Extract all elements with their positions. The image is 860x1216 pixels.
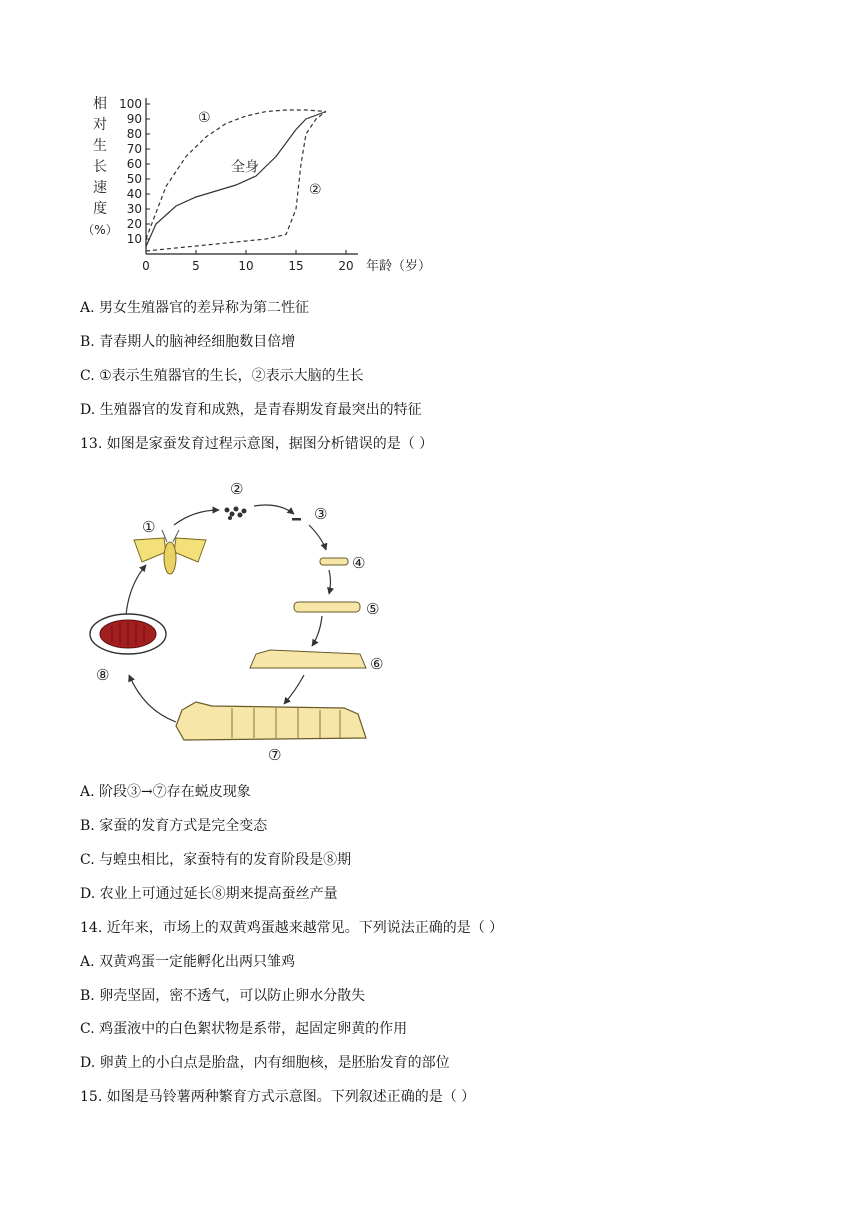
larva-stage-5-icon xyxy=(294,602,360,612)
label-6: ⑥ xyxy=(370,655,384,673)
y-tick-label: 60 xyxy=(126,157,142,171)
label-3: ③ xyxy=(314,505,328,523)
newborn-larva-icon xyxy=(292,518,301,521)
y-tick-label: 70 xyxy=(126,142,142,156)
growth-rate-chart xyxy=(78,86,448,286)
q14-option-a: A. 双黄鸡蛋一定能孵化出两只雏鸡 xyxy=(80,954,296,970)
y-tick-label: 80 xyxy=(126,127,142,141)
q15-stem: 15. 如图是马铃薯两种繁育方式示意图。下列叙述正确的是（ ） xyxy=(80,1089,476,1105)
y-tick-label: 90 xyxy=(126,112,142,126)
x-tick-label: 0 xyxy=(142,259,150,273)
arrow-4-5 xyxy=(329,570,331,594)
y-tick-label: 40 xyxy=(126,187,142,201)
q13-stem: 13. 如图是家蚕发育过程示意图，据图分析错误的是（ ） xyxy=(80,436,434,452)
silkworm-lifecycle-diagram xyxy=(84,470,414,770)
q12-option-a: A. 男女生殖器官的差异称为第二性征 xyxy=(80,300,310,316)
q13-option-b: B. 家蚕的发育方式是完全变态 xyxy=(80,818,268,834)
eggs-icon xyxy=(225,507,247,521)
x-axis-label: 年龄（岁） xyxy=(366,259,432,274)
arrow-1-2 xyxy=(174,510,219,525)
label-5: ⑤ xyxy=(366,600,380,618)
label-1: ① xyxy=(142,518,156,536)
q14-option-b: B. 卵壳坚固，密不透气，可以防止卵水分散失 xyxy=(80,988,366,1004)
y-tick-label: 20 xyxy=(126,217,142,231)
x-tick-label: 10 xyxy=(238,259,254,273)
y-axis-label-char: 对 xyxy=(93,117,107,133)
x-tick-label: 5 xyxy=(192,259,200,273)
q12-option-c: C. ①表示生殖器官的生长，②表示大脑的生长 xyxy=(80,368,364,384)
y-axis-label-char: 速 xyxy=(93,180,107,196)
series-label-3: ② xyxy=(309,182,322,198)
y-axis-label-unit: （%） xyxy=(82,223,118,237)
x-tick-label: 20 xyxy=(338,259,354,273)
pupa-icon xyxy=(90,614,166,654)
series-line-3 xyxy=(146,112,326,252)
arrow-7-8 xyxy=(129,675,176,722)
arrow-3-4 xyxy=(309,525,326,550)
larva-stage-7-icon xyxy=(176,702,366,740)
arrow-2-3 xyxy=(254,505,294,514)
q12-option-b: B. 青春期人的脑神经细胞数目倍增 xyxy=(80,334,296,350)
x-tick-label: 15 xyxy=(288,259,304,273)
series-label-2: 全身 xyxy=(231,159,259,176)
larva-stage-6-icon xyxy=(250,650,366,668)
larva-stage-4-icon xyxy=(320,558,348,565)
q13-option-d: D. 农业上可通过延长⑧期来提高蚕丝产量 xyxy=(80,886,338,902)
y-tick-label: 50 xyxy=(126,172,142,186)
y-tick-label: 100 xyxy=(119,97,142,111)
arrow-6-7 xyxy=(284,675,304,704)
y-axis-label-char: 度 xyxy=(93,201,107,217)
q14-stem: 14. 近年来，市场上的双黄鸡蛋越来越常见。下列说法正确的是（ ） xyxy=(80,920,504,936)
q13-option-c: C. 与蝗虫相比，家蚕特有的发育阶段是⑧期 xyxy=(80,852,352,868)
y-tick-label: 30 xyxy=(126,202,142,216)
label-2: ② xyxy=(230,480,244,498)
label-7: ⑦ xyxy=(268,746,282,764)
label-8: ⑧ xyxy=(96,666,110,684)
q14-option-d: D. 卵黄上的小白点是胎盘，内有细胞核，是胚胎发育的部位 xyxy=(80,1055,450,1071)
q13-option-a: A. 阶段③→⑦存在蜕皮现象 xyxy=(80,784,251,800)
y-axis-label-char: 相 xyxy=(93,96,107,112)
y-axis-label-char: 长 xyxy=(93,159,107,175)
y-tick-label: 10 xyxy=(126,232,142,246)
y-axis-label-char: 生 xyxy=(93,138,107,154)
q12-option-d: D. 生殖器官的发育和成熟，是青春期发育最突出的特征 xyxy=(80,402,422,418)
label-4: ④ xyxy=(352,554,366,572)
q14-option-c: C. 鸡蛋液中的白色絮状物是系带，起固定卵黄的作用 xyxy=(80,1021,408,1037)
series-label-1: ① xyxy=(198,110,211,126)
arrow-8-1 xyxy=(126,565,146,615)
arrow-5-6 xyxy=(312,616,322,646)
